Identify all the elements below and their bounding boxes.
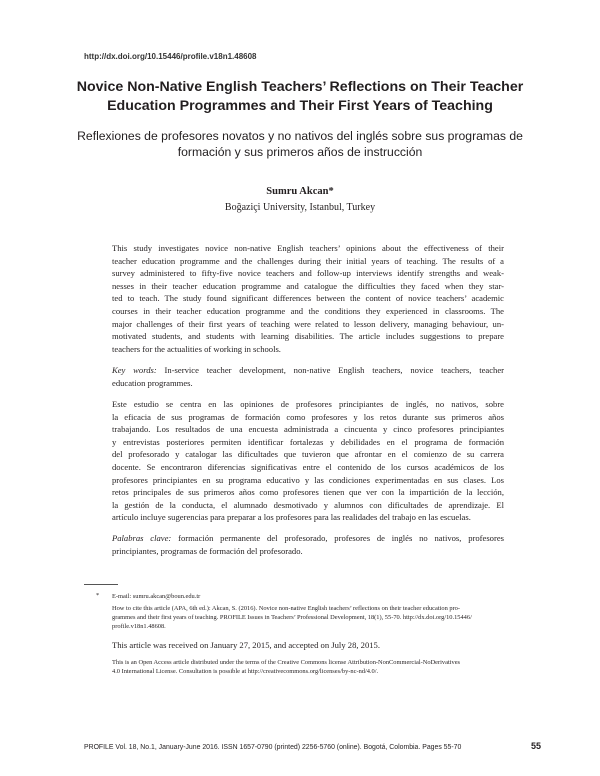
abstract-line: survey administered to fifty-five novice teachers and follow-up interviews identify strengths and weak- xyxy=(112,268,504,279)
abstract-line: del profesorado y catalogar las dificultades que tuvieron que afrontar en el comienzo de su carrera xyxy=(112,449,504,460)
keywords-label: Key words: xyxy=(112,365,157,375)
license-line: This is an Open Access article distributed under the terms of the Creative Commons license Attribution-NonCommercial-NoDerivatives xyxy=(112,659,461,666)
license-note xyxy=(112,658,504,676)
title-spanish-line: formación y sus primeros años de instrucción xyxy=(177,145,423,159)
abstract-line: la eficacia de sus programas de formación como profesores y los retos durante sus primeros años xyxy=(112,411,504,422)
abstract-english xyxy=(112,242,504,355)
abstract-line: major challenges of their first years of teaching were related to lesson delivery, managing behaviour, un- xyxy=(112,318,504,329)
doi-link[interactable]: http://dx.doi.org/10.15446/profile.v18n1.48608 xyxy=(84,52,257,61)
title-english-line: Education Programmes and Their First Years of Teaching xyxy=(107,98,493,114)
journal-footer: PROFILE Vol. 18, No.1, January-June 2016. ISSN 1657-0790 (printed) 2256-5760 (online). Bogotá, Colombia. Pages 55-70 xyxy=(84,744,462,751)
license-line: 4.0 International License. Consultation is possible at http://creativecommons.org/licenses/by-nc-nd/4.0/. xyxy=(112,668,379,675)
abstract-line: profesores principiantes en su programa educativo y las condiciones experimentadas en sus clases. Los xyxy=(112,474,504,485)
citation-line: profile.v18n1.48608. xyxy=(112,623,166,630)
received-dates: This article was received on January 27, 2015, and accepted on July 28, 2015. xyxy=(112,640,380,650)
abstract-spanish xyxy=(112,398,504,524)
title-english-line: Novice Non-Native English Teachers’ Reflections on Their Teacher xyxy=(76,79,524,95)
keywords-text: principiantes, programas de formación del profesorado. xyxy=(112,545,303,556)
abstract-line: teachers for the actualities of working in schools. xyxy=(112,343,281,354)
keywords-text: formación permanente del profesorado, profesores de inglés no nativos, profesores xyxy=(171,533,504,543)
abstract-line: courses in their teacher education programme and the conditions they experienced in classrooms. The xyxy=(112,305,504,316)
footnote-divider xyxy=(84,584,118,585)
abstract-line: la gestión de la conducta, el alumnado desmotivado y alumnos con dificultades de aprendizaje. El xyxy=(112,499,504,510)
abstract-line: motivated students, and students with learning disabilities. The article includes suggestions to prepare xyxy=(112,331,504,342)
footnote-marker: * xyxy=(96,592,100,599)
abstract-line: trabajando. Los resultados de una encuesta administrada a cincuenta y cinco profesores principiantes xyxy=(112,424,504,435)
abstract-line: ted to teach. The study found significant differences between the content of novice teachers’ academic xyxy=(112,293,504,304)
keywords-label: Palabras clave: xyxy=(112,533,172,543)
footnote-email[interactable]: E-mail: sumru.akcan@boun.edu.tr xyxy=(112,593,201,600)
abstract-line: retos principales de sus primeros años como profesores tienen que ver con la impartición de la lección, xyxy=(112,487,504,498)
abstract-line: docente. Se encontraron diferencias significativas entre el contenido de los cursos académicos de los xyxy=(112,461,504,472)
title-english xyxy=(60,78,540,116)
title-spanish xyxy=(70,128,530,160)
abstract-line: nesses in their teacher education programme and catalogue the difficulties they faced when they star- xyxy=(112,280,504,291)
abstract-line: This study investigates novice non-native English teachers’ opinions about the effectiveness of their xyxy=(112,243,504,253)
keywords-spanish xyxy=(112,532,504,557)
keywords-text: In-service teacher development, non-native English teachers, novice teachers, teacher xyxy=(156,365,504,375)
author-affiliation: Boğaziçi University, Istanbul, Turkey xyxy=(224,202,376,213)
citation-line: grammes and their first years of teaching. PROFILE Issues in Teachers’ Professional Development, 18(1), 55-70. http://dx.doi.org/10.15446/ xyxy=(112,614,472,621)
keywords-english xyxy=(112,364,504,389)
abstract-line: teacher education programme and the challenges during their initial years of teaching. The results of a xyxy=(112,255,504,266)
abstract-line: y entrevistas posteriores permiten identificar fortalezas y debilidades en el programa de formación xyxy=(112,436,504,447)
citation-note xyxy=(112,604,504,631)
keywords-text: education programmes. xyxy=(112,377,193,388)
page-number: 55 xyxy=(531,741,542,751)
title-spanish-line: Reflexiones de profesores novatos y no nativos del inglés sobre sus programas de xyxy=(77,129,523,143)
author-name: Sumru Akcan* xyxy=(266,186,334,197)
citation-line: How to cite this article (APA, 6th ed.): Akcan, S. (2016). Novice non-native English teachers’ reflections on their teacher education pro- xyxy=(112,605,461,612)
abstract-line: artículo incluye sugerencias para preparar a los profesores para las realidades del trabajo en las escuelas. xyxy=(112,512,471,523)
abstract-line: Este estudio se centra en las opiniones de profesores principiantes de inglés, no nativos, sobre xyxy=(112,399,504,409)
